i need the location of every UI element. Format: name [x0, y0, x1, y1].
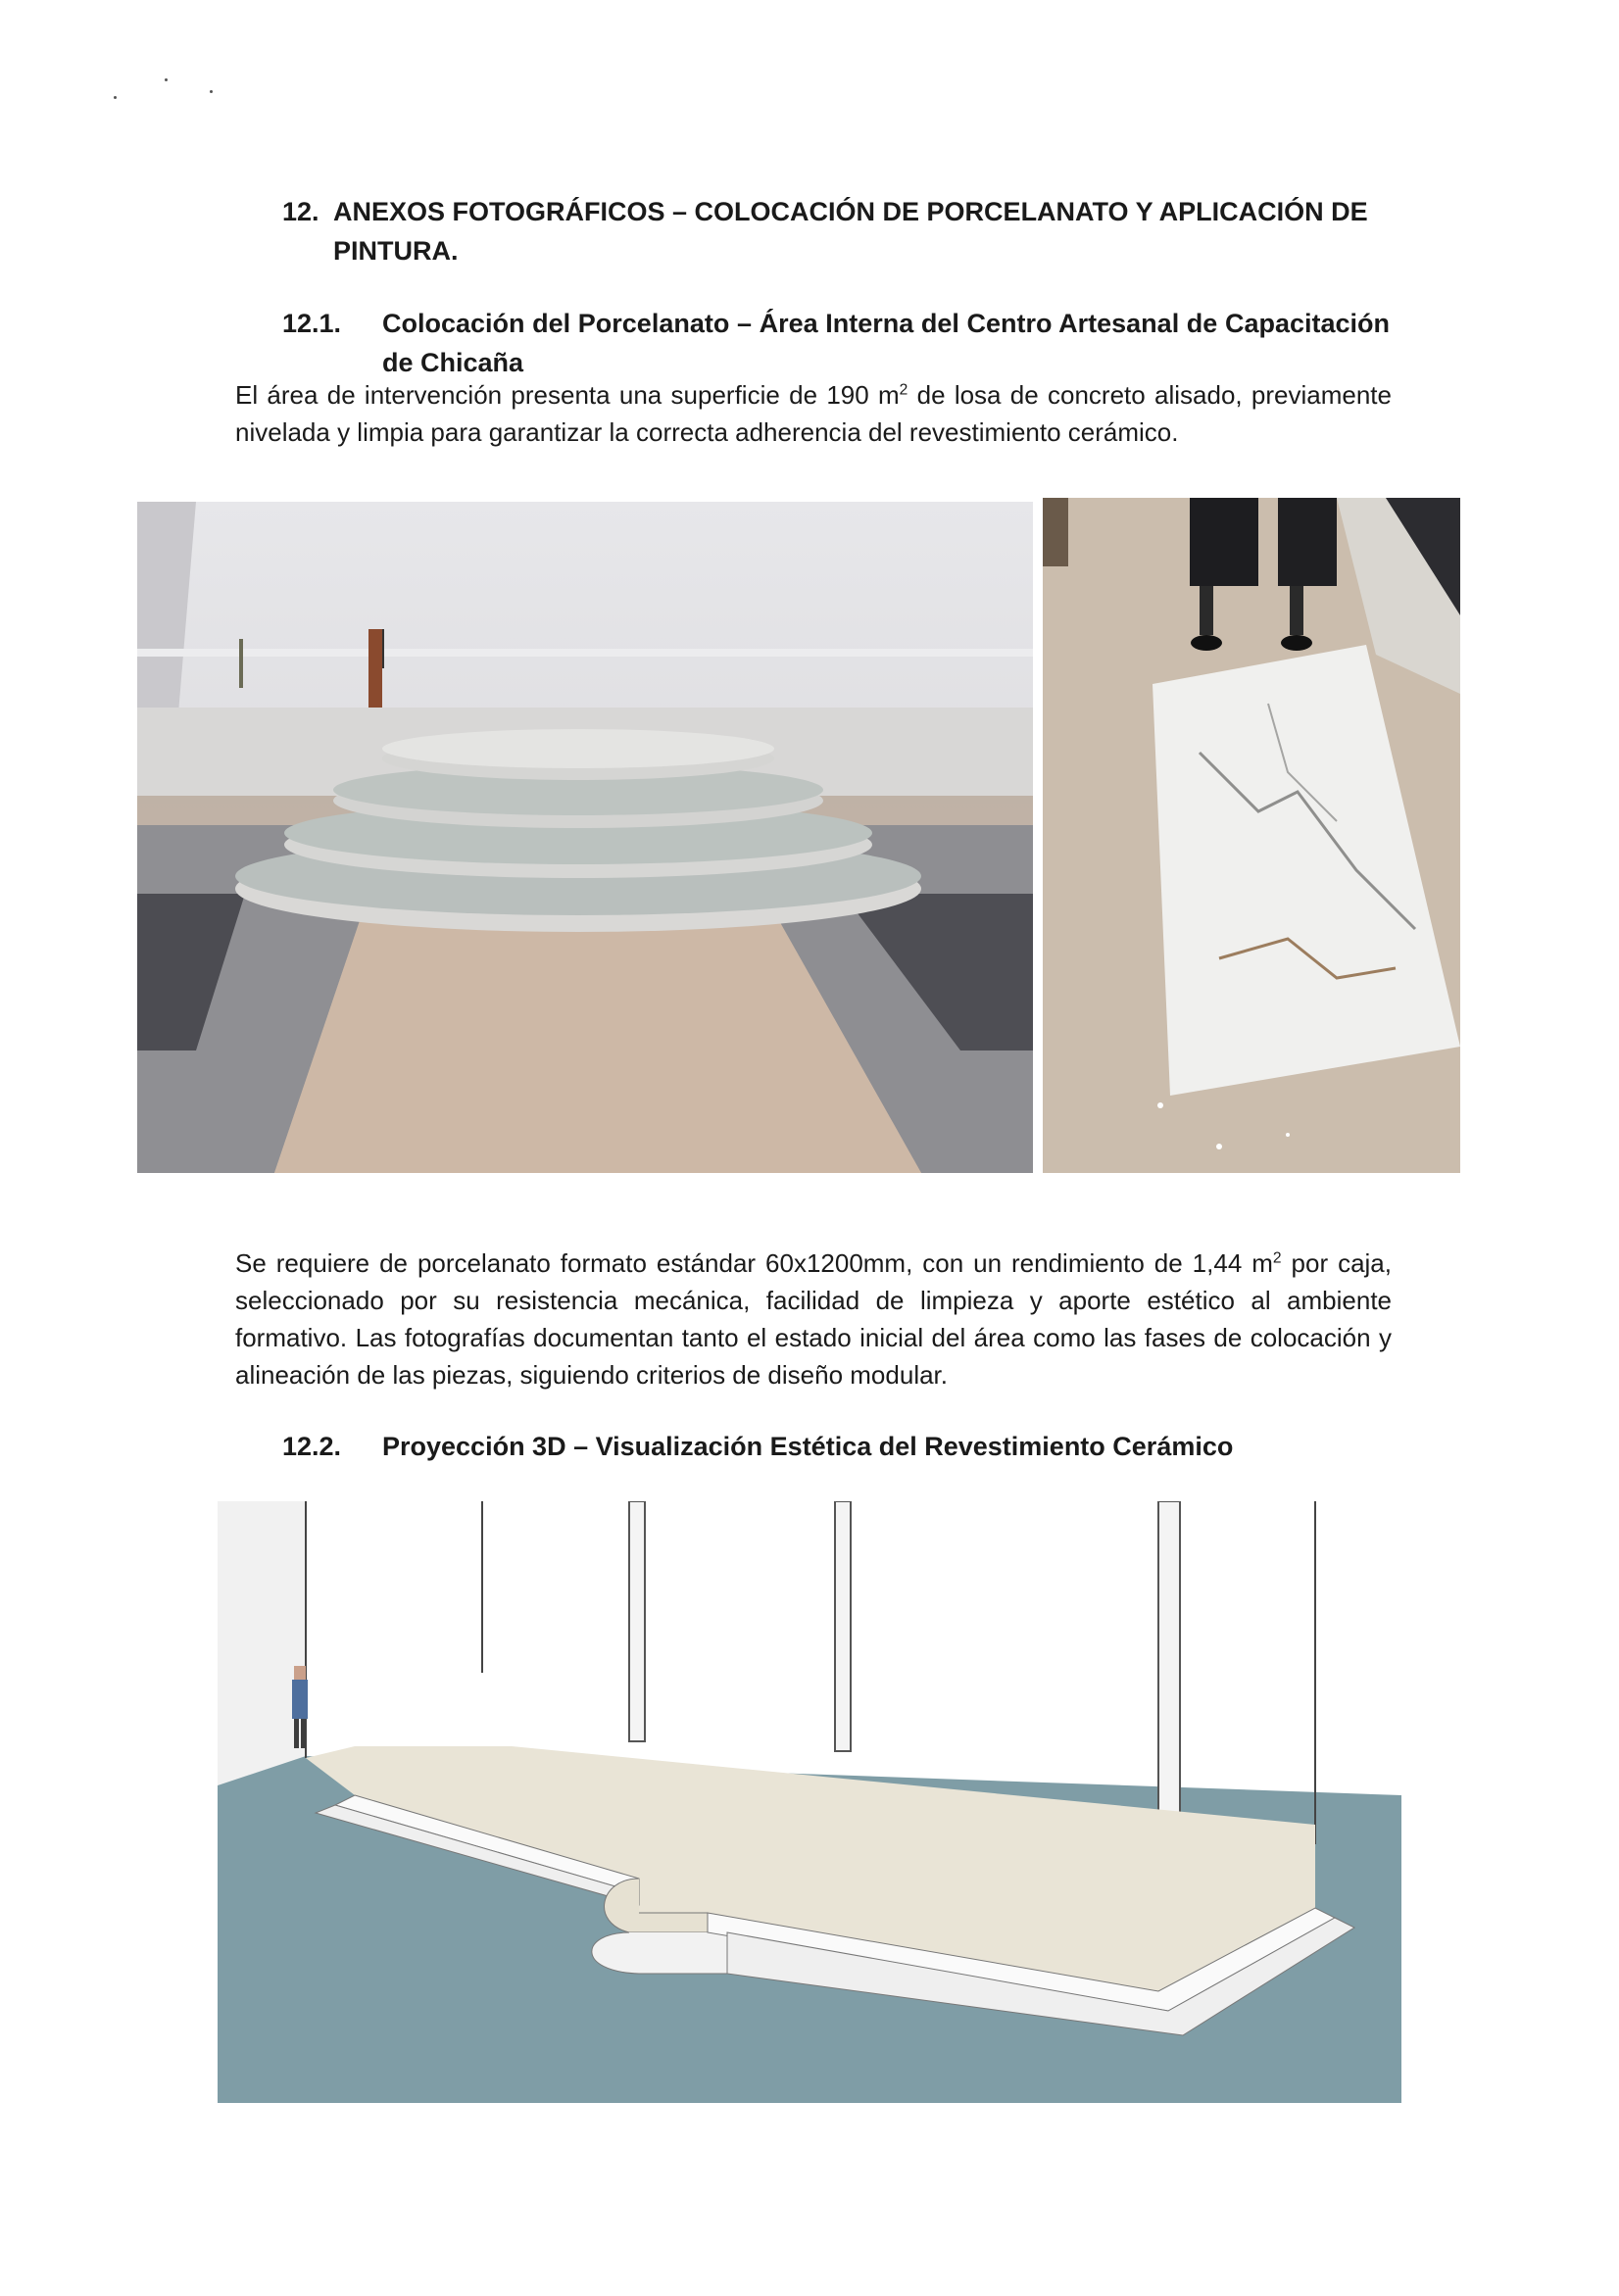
subsection-2-heading: [282, 1427, 1390, 1466]
paragraph-2-text-cont: por caja, seleccionado por su resistencia mecánica, facilidad de limpieza y aporte estético al ambiente formativo. Las fotografías documentan tanto el estado inicial del área como las fases de colocación y alineación de las piezas, siguiendo criterios de diseño modular.: [235, 1248, 1392, 1390]
subsection-1-title: Colocación del Porcelanato – Área Interna del Centro Artesanal de Capacitación de Chicaña: [382, 309, 1390, 377]
section-number: 12.: [282, 197, 319, 226]
subsection-2-number: 12.2.: [282, 1432, 342, 1461]
paragraph-2-superscript: 2: [1272, 1249, 1282, 1267]
paragraph-area-description: [235, 376, 1392, 451]
paragraph-2-text: Se requiere de porcelanato formato estándar 60x1200mm, con un rendimiento de 1,44 m: [235, 1248, 1273, 1278]
subsection-1-heading: [282, 304, 1390, 382]
scan-speck: [210, 90, 213, 93]
section-title: ANEXOS FOTOGRÁFICOS – COLOCACIÓN DE PORCELANATO Y APLICACIÓN DE PINTURA.: [333, 197, 1368, 266]
subsection-1-number: 12.1.: [282, 309, 342, 338]
paragraph-porcelain-spec: [235, 1245, 1392, 1393]
photo-circular-steps: [137, 502, 1033, 1173]
scan-speck: [114, 96, 117, 99]
scan-speck: [165, 78, 168, 81]
render-3d-projection: [218, 1501, 1401, 2103]
subsection-2-title: Proyección 3D – Visualización Estética del Revestimiento Cerámico: [382, 1432, 1234, 1461]
paragraph-1-superscript: 2: [899, 381, 908, 399]
paragraph-1-text: El área de intervención presenta una superficie de 190 m: [235, 380, 900, 410]
paragraph-1-text-cont: de losa de concreto alisado, previamente nivelada y limpia para garantizar la correcta adherencia del revestimiento cerámico.: [235, 380, 1392, 447]
photo-marble-tile: [1043, 498, 1460, 1173]
section-heading: [282, 192, 1390, 270]
